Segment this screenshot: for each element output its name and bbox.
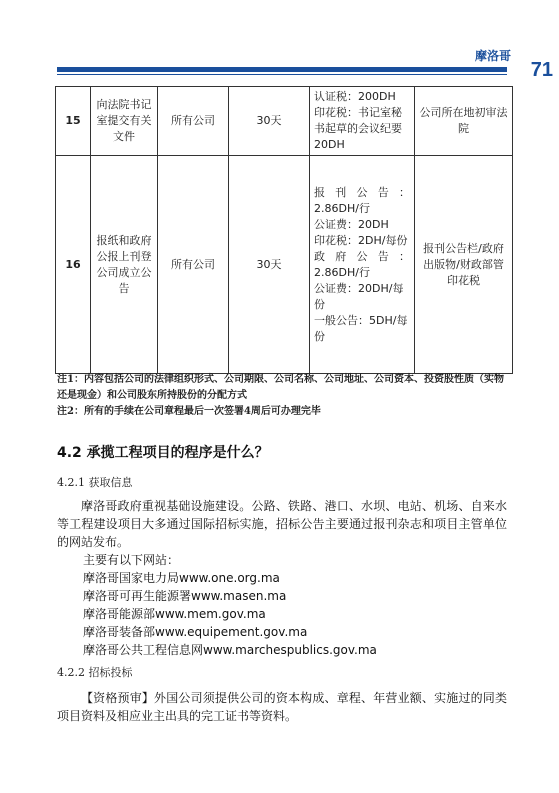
- subsection-title-info: 4.2.1 获取信息: [57, 476, 133, 489]
- fee-line: 印花税：书记室秘书起草的会议纪要20DH: [314, 106, 402, 151]
- paragraph-info: 摩洛哥政府重视基础设施建设。公路、铁路、港口、水坝、电站、机场、自来水等工程建设项目大多通过国际招标实施，招标公告主要通过报刊杂志和项目主管单位的网站发布。: [57, 499, 507, 549]
- site-name: 摩洛哥公共工程信息网: [83, 643, 204, 657]
- site-url: www.marchespublics.gov.ma: [203, 643, 377, 657]
- page-number: 71: [530, 59, 553, 81]
- fee-line: 印花税：2DH/每份: [314, 233, 408, 247]
- row-days: 30天: [229, 87, 310, 156]
- table-row: [56, 156, 513, 374]
- table-row: [56, 87, 513, 156]
- row-fees: [310, 156, 415, 374]
- site-name: 摩洛哥装备部: [83, 625, 156, 639]
- list-item: [83, 623, 377, 641]
- row-organization: 公司所在地初审法院: [415, 87, 513, 156]
- row-item: 向法院书记室提交有关文件: [91, 87, 158, 156]
- row-scope: 所有公司: [158, 87, 229, 156]
- website-list: [83, 551, 377, 659]
- fee-line: 政府公告：: [314, 249, 410, 263]
- fee-line: 一般公告：5DH/每份: [314, 313, 408, 343]
- header-title: 摩洛哥: [474, 49, 511, 63]
- header-rule-thin: [57, 74, 507, 75]
- row-organization: 报刊公告栏/政府出版物/财政部管印花税: [415, 156, 513, 374]
- site-url: www.mem.gov.ma: [155, 607, 266, 621]
- note-2: 注2：所有的手续在公司章程最后一次签署4周后可办理完毕: [57, 406, 321, 417]
- site-name: 摩洛哥国家电力局: [83, 571, 180, 585]
- fee-line: 2.86DH/行: [314, 201, 370, 215]
- paragraph-bidding: 【资格预审】外国公司须提供公司的资本构成、章程、年营业额、实施过的同类项目资料及相应业主出具的完工证书等资料。: [57, 691, 507, 723]
- subsection-title-bidding: 4.2.2 招标投标: [57, 666, 133, 679]
- site-name: 摩洛哥能源部: [83, 607, 156, 621]
- website-list-intro: 主要有以下网站：: [83, 553, 180, 567]
- row-days: 30天: [229, 156, 310, 374]
- fee-line: 报刊公告：: [314, 185, 410, 199]
- fee-line: 2.86DH/行: [314, 265, 370, 279]
- fee-line: 公证费：20DH: [314, 217, 389, 231]
- site-url: www.one.org.ma: [179, 571, 280, 585]
- procedure-table: [55, 86, 513, 374]
- list-item: [83, 605, 377, 623]
- note-1: 注1：内容包括公司的法律组织形式、公司期限、公司名称、公司地址、公司资本、投资股性质（实物还是现金）和公司股东所持股份的分配方式: [57, 374, 504, 401]
- fee-line: 认证税：200DH: [314, 90, 396, 103]
- fee-line: 公证费：20DH/每份: [314, 281, 404, 311]
- section-title: 4.2 承揽工程项目的程序是什么？: [57, 445, 269, 461]
- site-name: 摩洛哥可再生能源署: [83, 589, 192, 603]
- row-fees: [310, 87, 415, 156]
- header-rule-thick: [57, 67, 507, 72]
- table-notes: [57, 372, 507, 420]
- list-item: [83, 569, 377, 587]
- row-number: 16: [56, 156, 91, 374]
- row-number: 15: [56, 87, 91, 156]
- row-item: 报纸和政府公报上刊登公司成立公告: [91, 156, 158, 374]
- site-url: www.equipement.gov.ma: [155, 625, 308, 639]
- site-url: www.masen.ma: [191, 589, 287, 603]
- list-item: [83, 641, 377, 659]
- list-item: [83, 587, 377, 605]
- row-scope: 所有公司: [158, 156, 229, 374]
